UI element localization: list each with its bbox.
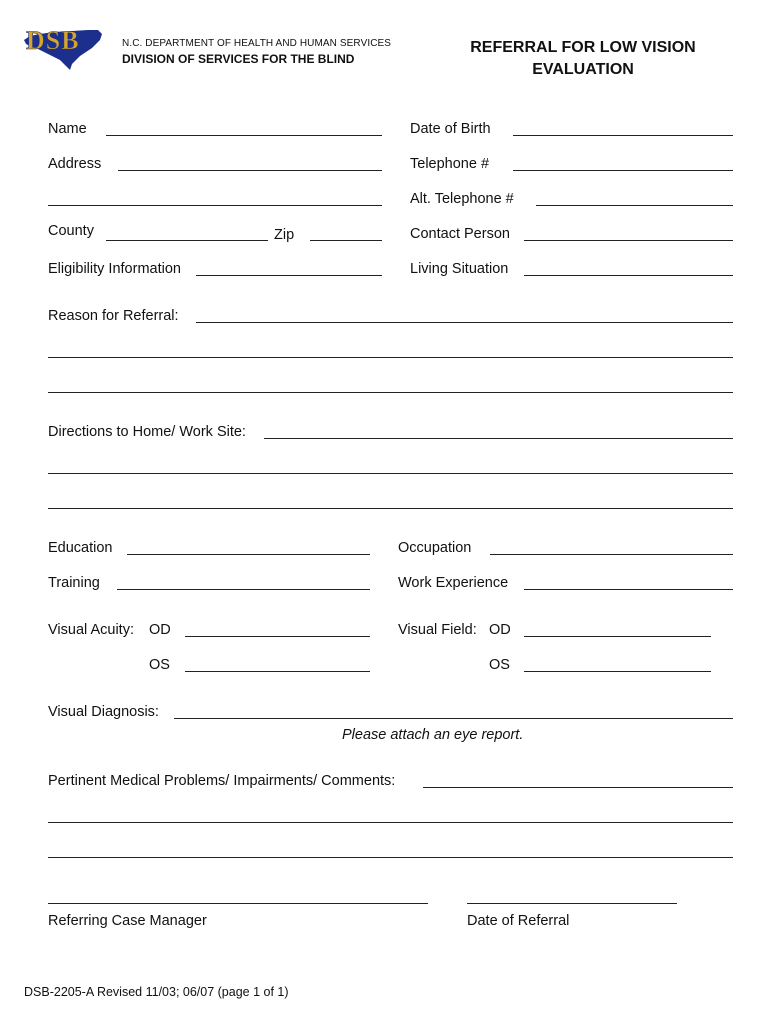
alt-telephone-field[interactable]: [536, 205, 733, 206]
logo-text: DSB: [26, 26, 80, 55]
name-field[interactable]: [106, 135, 382, 136]
title-line-2: EVALUATION: [532, 61, 634, 78]
alt-telephone-label: Alt. Telephone #: [410, 191, 514, 207]
pertinent-label: Pertinent Medical Problems/ Impairments/ Comments:: [48, 773, 396, 789]
directions-label: Directions to Home/ Work Site:: [48, 424, 246, 440]
acuity-os-field[interactable]: [185, 671, 370, 672]
field-os-field[interactable]: [524, 671, 711, 672]
telephone-label: Telephone #: [410, 156, 490, 172]
pertinent-field[interactable]: [423, 787, 733, 788]
education-field[interactable]: [127, 554, 370, 555]
visual-diagnosis-field[interactable]: [174, 718, 733, 719]
living-situation-field[interactable]: [524, 275, 733, 276]
acuity-od-field[interactable]: [185, 636, 370, 637]
contact-person-label: Contact Person: [410, 226, 510, 242]
pertinent-line-2[interactable]: [48, 822, 733, 823]
directions-line-2[interactable]: [48, 473, 733, 474]
occupation-field[interactable]: [490, 554, 733, 555]
address-field[interactable]: [118, 170, 382, 171]
directions-field[interactable]: [264, 438, 733, 439]
reason-line-3[interactable]: [48, 392, 733, 393]
eligibility-field[interactable]: [196, 275, 382, 276]
department-name: N.C. DEPARTMENT OF HEALTH AND HUMAN SERVICES: [122, 38, 392, 49]
living-situation-label: Living Situation: [410, 261, 509, 277]
contact-person-field[interactable]: [524, 240, 733, 241]
attach-eye-report-note: Please attach an eye report.: [342, 727, 524, 743]
acuity-os-label: OS: [149, 657, 170, 673]
date-of-referral-field[interactable]: [467, 903, 677, 904]
field-os-label: OS: [489, 657, 510, 673]
acuity-od-label: OD: [149, 622, 171, 638]
name-label: Name: [48, 121, 87, 137]
visual-diagnosis-label: Visual Diagnosis:: [48, 704, 159, 720]
address-line-2-field[interactable]: [48, 205, 382, 206]
work-experience-label: Work Experience: [398, 575, 509, 591]
county-label: County: [48, 223, 94, 239]
dob-label: Date of Birth: [410, 121, 491, 137]
form-title: [440, 37, 726, 81]
education-label: Education: [48, 540, 113, 556]
county-field[interactable]: [106, 240, 268, 241]
dob-field[interactable]: [513, 135, 733, 136]
training-label: Training: [48, 575, 100, 591]
visual-acuity-label: Visual Acuity:: [48, 622, 134, 638]
reason-line-2[interactable]: [48, 357, 733, 358]
training-field[interactable]: [117, 589, 370, 590]
reason-label: Reason for Referral:: [48, 308, 179, 324]
work-experience-field[interactable]: [524, 589, 733, 590]
zip-label: Zip: [274, 227, 295, 243]
case-manager-label: Referring Case Manager: [48, 913, 207, 929]
visual-field-label: Visual Field:: [398, 622, 477, 638]
form-id-footer: DSB-2205-A Revised 11/03; 06/07 (page 1 of 1): [24, 985, 289, 999]
date-of-referral-label: Date of Referral: [467, 913, 570, 929]
address-label: Address: [48, 156, 102, 172]
division-name: DIVISION OF SERVICES FOR THE BLIND: [122, 52, 355, 66]
telephone-field[interactable]: [513, 170, 733, 171]
zip-field[interactable]: [310, 240, 382, 241]
directions-line-3[interactable]: [48, 508, 733, 509]
occupation-label: Occupation: [398, 540, 472, 556]
title-line-1: REFERRAL FOR LOW VISION: [470, 39, 696, 56]
field-od-field[interactable]: [524, 636, 711, 637]
pertinent-line-3[interactable]: [48, 857, 733, 858]
dsb-logo: [22, 26, 104, 72]
field-od-label: OD: [489, 622, 511, 638]
case-manager-signature-field[interactable]: [48, 903, 428, 904]
eligibility-label: Eligibility Information: [48, 261, 181, 277]
reason-field[interactable]: [196, 322, 733, 323]
